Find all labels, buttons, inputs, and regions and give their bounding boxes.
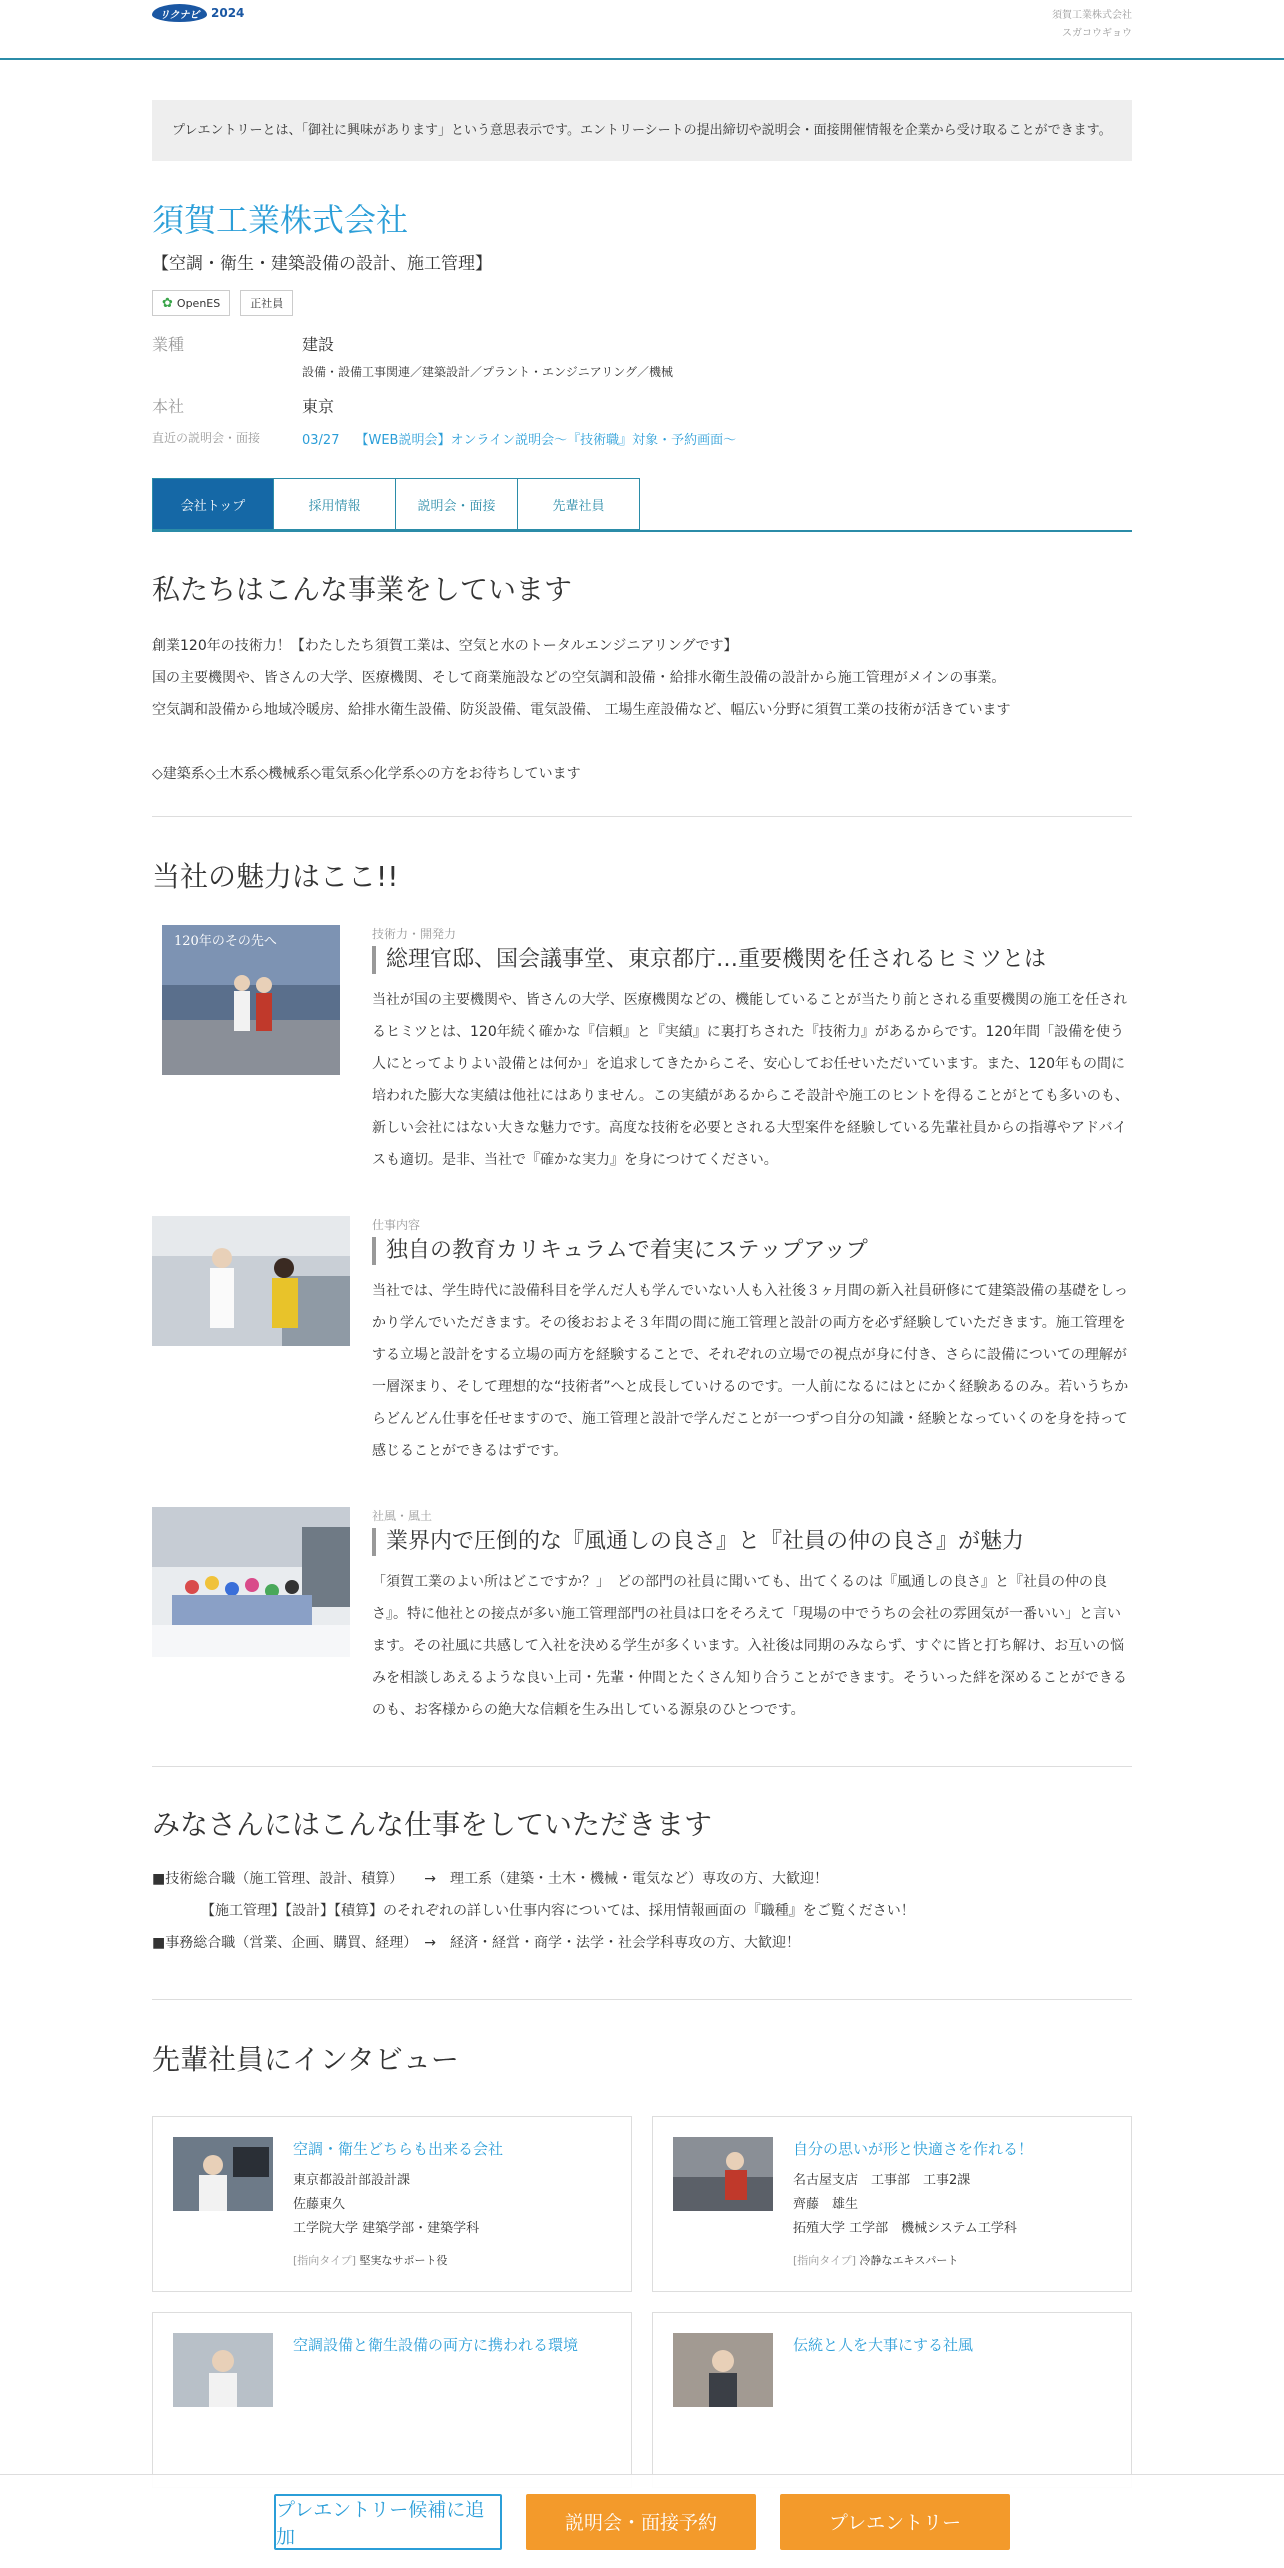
hq-value: 東京 — [302, 397, 335, 416]
tab-seminar[interactable]: 説明会・面接 — [396, 478, 518, 530]
industry-detail: 設備・設備工事関連／建築設計／プラント・エンジニアリング／機械 — [302, 365, 673, 379]
charm-heading: 当社の魅力はここ!! — [152, 860, 399, 893]
industry-label: 業種 — [152, 335, 185, 354]
interview-card[interactable] — [652, 2312, 1132, 2488]
jobs-heading: みなさんにはこんな仕事をしていただきます — [152, 1808, 713, 1841]
add-candidate-button[interactable]: プレエントリー候補に追加 — [274, 2494, 502, 2550]
interview-name: 佐藤東久 — [293, 2197, 346, 2212]
fulltime-badge — [240, 290, 293, 316]
interview-title[interactable]: 空調・衛生どちらも出来る会社 — [293, 2140, 504, 2158]
preentry-button[interactable]: プレエントリー — [780, 2494, 1010, 2550]
charm-item — [152, 1216, 1132, 1467]
interview-photo — [673, 2137, 773, 2211]
type-label: [指向タイプ] — [793, 2254, 857, 2267]
business-spacer — [152, 726, 1132, 758]
business-line: 空気調和設備から地域冷暖房、給排水衛生設備、防災設備、電気設備、 工場生産設備など、幅広い分野に須賀工業の技術が活きています — [152, 702, 1011, 718]
interview-heading: 先輩社員にインタビュー — [152, 2043, 459, 2076]
charm-image-3 — [152, 1507, 350, 1726]
charm-category: 仕事内容 — [372, 1218, 421, 1232]
reserve-seminar-button[interactable]: 説明会・面接予約 — [526, 2494, 756, 2550]
interview-title[interactable]: 空調設備と衛生設備の両方に携われる環境 — [293, 2336, 579, 2354]
charm-text: 「須賀工業のよい所はどこですか？」 どの部門の社員に聞いても、出てくるのは『風通しの良さ』と『社員の仲の良さ』。特に他社との接点が多い施工管理部門の社員は口をそろえて「現場の中でうちの会社の雰囲気が一番いい」と言います。その社風に共感して入社を決める学生が多くいます。入社後は同期のみならず、すぐに皆と打ち解け、お互いの悩みを相談しあえるような良い上司・先輩・仲間とたくさん知り合うことができます。そういった絆を深めることができるのも、お客様からの絶大な信頼を生み出している源泉のひとつです。 — [372, 1574, 1127, 1718]
charm-image-caption: 120年のその先へ — [174, 934, 277, 949]
interview-type — [293, 2249, 503, 2273]
seminar-label: 直近の説明会・面接 — [152, 431, 261, 445]
business-text — [152, 630, 1132, 790]
hq-label: 本社 — [152, 397, 185, 416]
charm-text: 当社が国の主要機関や、皆さんの大学、医療機関などの、機能していることが当たり前とされる重要機関の施工を任されるヒミツとは、120年続く確かな『信頼』と『実績』に裏打ちされた『技術力』があるからです。120年間「設備を使う人にとってよりよい設備とは何か」を追求してきたからこそ、安心してお任せいただいています。また、120年もの間に培われた膨大な実績は他社にはありません。この実績があるからこそ設計や施工のヒントを得ることがとても多いのも、新しい会社にはない大きな魅力です。高度な技術を必要とされる大型案件を経験している先輩社員からの指導やアドバイスも適切。是非、当社で『確かな実力』を身につけてください。 — [372, 992, 1129, 1168]
interview-cards — [152, 2116, 1132, 2488]
interview-school: 工学院大学 建築学部・建築学科 — [293, 2221, 480, 2236]
interview-section — [152, 2000, 1132, 2488]
tab-company-top[interactable]: 会社トップ — [152, 478, 274, 530]
charm-item — [152, 925, 1132, 1176]
charm-item — [152, 1507, 1132, 1726]
charm-category: 社風・風土 — [372, 1509, 433, 1523]
interview-photo — [173, 2333, 273, 2407]
charm-title: 業界内で圧倒的な『風通しの良さ』と『社員の仲の良さ』が魅力 — [372, 1528, 1132, 1556]
interview-dept: 名古屋支店 工事部 工事2課 — [793, 2173, 971, 2188]
business-section — [152, 532, 1132, 817]
interview-card[interactable] — [152, 2116, 632, 2292]
leaf-icon: ✿ — [162, 295, 173, 311]
seminar-link[interactable]: 【WEB説明会】オンライン説明会～『技術職』対象・予約画面～ — [355, 433, 737, 448]
interview-type — [793, 2249, 1033, 2273]
business-line: 国の主要機関や、皆さんの大学、医療機関、そして商業施設などの空気調和設備・給排水衛生設備の設計から施工管理がメインの事業。 — [152, 670, 1006, 686]
charm-image-2 — [152, 1216, 350, 1467]
site-header — [0, 0, 1284, 60]
logo-mark: リクナビ — [152, 4, 207, 22]
type-value: 堅実なサポート役 — [359, 2254, 448, 2267]
company-name: 須賀工業株式会社 — [152, 201, 409, 239]
business-line: ◇建築系◇土木系◇機械系◇電気系◇化学系◇の方をお待ちしています — [152, 766, 581, 782]
badges — [152, 290, 1132, 316]
openes-badge — [152, 290, 230, 316]
jobs-line: ■技術総合職（施工管理、設計、積算） → 理工系（建築・土木・機械・電気など）専攻の方、大歓迎！ — [152, 1871, 828, 1887]
tab-recruit-info[interactable]: 採用情報 — [274, 478, 396, 530]
header-company-kana: スガコウギョウ — [1062, 28, 1132, 39]
interview-name: 齊藤 雄生 — [793, 2197, 859, 2212]
business-line: 創業120年の技術力！【わたしたち須賀工業は、空気と水のトータルエンジニアリングです】 — [152, 638, 738, 654]
jobs-line: ■事務総合職（営業、企画、購買、経理） → 経済・経営・商学・法学・社会学科専攻の方、大歓迎！ — [152, 1935, 800, 1951]
interview-title[interactable]: 自分の思いが形と快適さを作れる！ — [793, 2140, 1034, 2158]
charm-title: 独自の教育カリキュラムで着実にステップアップ — [372, 1237, 1132, 1265]
tab-senior-staff[interactable]: 先輩社員 — [518, 478, 640, 530]
charm-category: 技術力・開発力 — [372, 927, 457, 941]
industry-value: 建設 — [302, 335, 335, 354]
header-company-name: 須賀工業株式会社 — [1052, 10, 1132, 21]
jobs-text — [152, 1863, 1132, 1959]
charm-image-1 — [152, 925, 350, 1176]
type-value: 冷静なエキスパート — [859, 2254, 959, 2267]
badge-label: 正社員 — [250, 297, 284, 310]
company-subtitle: 【空調・衛生・建築設備の設計、施工管理】 — [152, 254, 492, 274]
interview-dept: 東京都設計部設計課 — [293, 2173, 411, 2188]
logo-year: 2024 — [211, 6, 245, 20]
jobs-line: 【施工管理】【設計】【積算】のそれぞれの詳しい仕事内容については、採用情報画面の『職種』をご覧ください！ — [152, 1903, 915, 1919]
action-bar — [0, 2474, 1284, 2568]
charm-text: 当社では、学生時代に設備科目を学んだ人も学んでいない人も入社後３ヶ月間の新入社員研修にて建築設備の基礎をしっかり学んでいただきます。その後おおよそ３年間の間に施工管理と設計の両方を必ず経験していただきます。施工管理をする立場と設計をする立場の両方を経験することで、それぞれの立場での視点が身に付き、さらに設備についての理解が一層深まり、そして理想的な“技術者”へと成長していけるのです。一人前になるにはとにかく経験あるのみ。若いうちからどんどん仕事を任せますので、施工管理と設計で学んだことが一つずつ自分の知識・経験となっていくのを身を持って感じることができるはずです。 — [372, 1283, 1129, 1459]
seminar-date[interactable]: 03/27 — [302, 433, 340, 448]
header-company — [1052, 7, 1132, 43]
company-info — [152, 332, 1132, 448]
interview-school: 拓殖大学 工学部 機械システム工学科 — [793, 2221, 1017, 2236]
interview-title[interactable]: 伝統と人を大事にする社風 — [793, 2336, 974, 2354]
rikunabi-logo[interactable] — [152, 4, 244, 22]
type-label: [指向タイプ] — [293, 2254, 357, 2267]
company-tabs — [152, 478, 1132, 532]
preentry-notice: プレエントリーとは、「御社に興味があります」という意思表示です。エントリーシートの提出締切や説明会・面接開催情報を企業から受け取ることができます。 — [152, 100, 1132, 161]
interview-card[interactable] — [152, 2312, 632, 2488]
business-heading: 私たちはこんな事業をしています — [152, 573, 573, 606]
interview-photo — [173, 2137, 273, 2211]
jobs-section — [152, 1767, 1132, 2000]
charm-title: 総理官邸、国会議事堂、東京都庁…重要機関を任されるヒミツとは — [372, 946, 1132, 974]
interview-card[interactable] — [652, 2116, 1132, 2292]
badge-label: OpenES — [176, 296, 221, 310]
charm-section — [152, 817, 1132, 1767]
interview-photo — [673, 2333, 773, 2407]
